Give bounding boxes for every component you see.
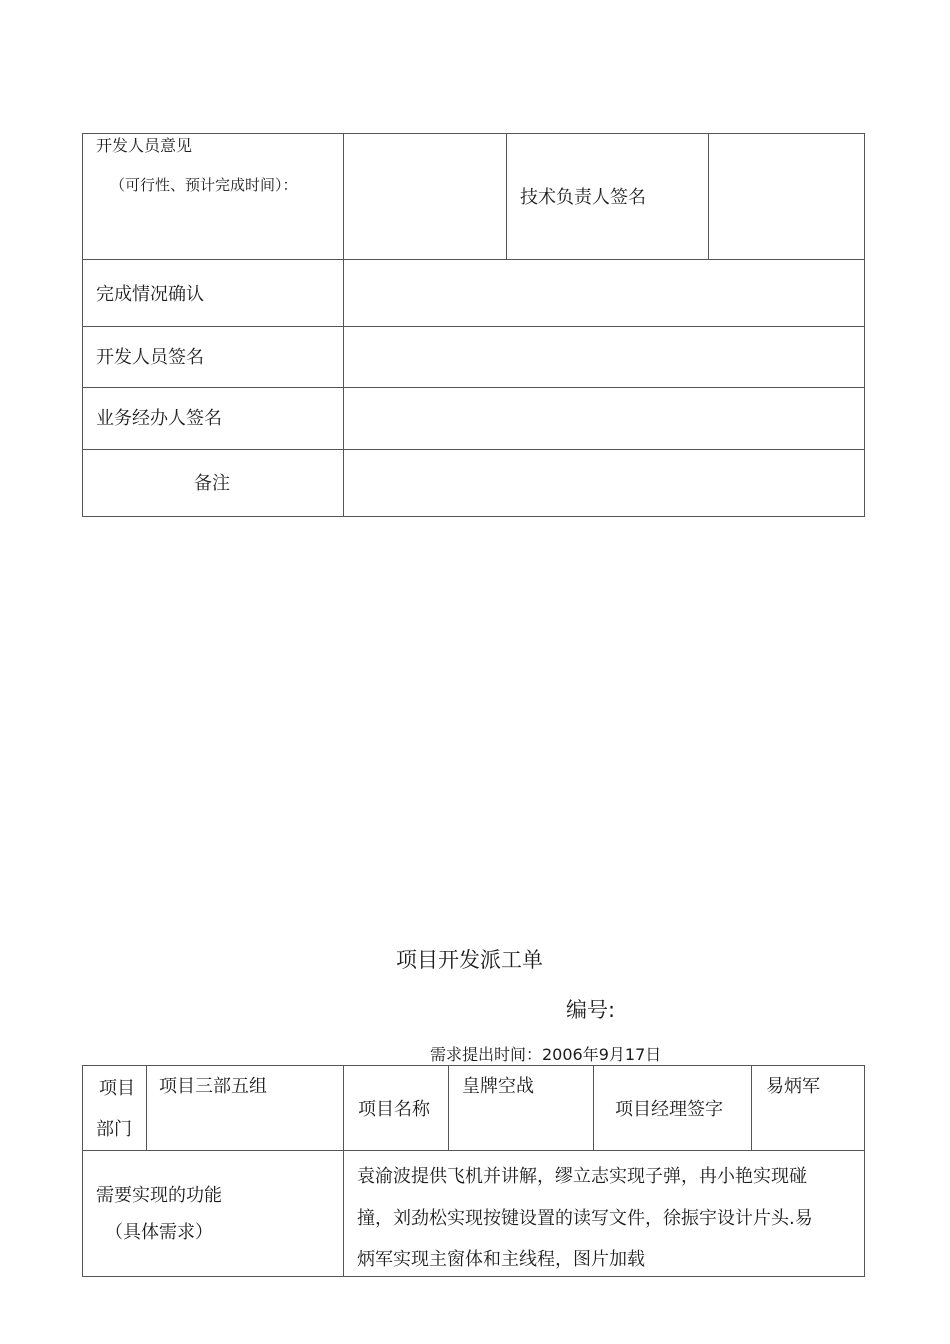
completion-confirm-label: 完成情况确认 [96, 284, 204, 305]
project-name-label: 项目名称 [358, 1099, 430, 1120]
business-sign-label: 业务经办人签名 [96, 408, 222, 429]
dept-value: 项目三部五组 [159, 1076, 267, 1097]
request-time: 需求提出时间：2006年9月17日 [430, 1045, 662, 1064]
number-label: 编号: [566, 998, 616, 1022]
dept-label-1: 项目 [99, 1078, 135, 1099]
function-line: 撞，刘劲松实现按键设置的读写文件，徐振宇设计片头.易 [357, 1208, 813, 1229]
project-name-value: 皇牌空战 [462, 1076, 534, 1097]
dept-label-2: 部门 [96, 1119, 132, 1140]
pm-sign-value: 易炳军 [766, 1076, 820, 1097]
remarks-label: 备注 [194, 473, 230, 494]
page-title: 项目开发派工单 [396, 948, 543, 972]
dev-sign-label: 开发人员签名 [96, 347, 204, 368]
dev-opinion-label: 开发人员意见 [96, 136, 193, 155]
function-line: 袁渝波提供飞机并讲解，缪立志实现子弹，冉小艳实现碰 [357, 1166, 807, 1187]
function-label: 需要实现的功能 [96, 1185, 222, 1206]
function-hint: （具体需求） [105, 1222, 213, 1243]
dev-opinion-hint: （可行性、预计完成时间）： [110, 176, 298, 194]
pm-sign-label: 项目经理签字 [615, 1099, 723, 1120]
tech-lead-sign-label: 技术负责人签名 [520, 187, 646, 208]
function-line: 炳军实现主窗体和主线程，图片加载 [357, 1249, 645, 1270]
